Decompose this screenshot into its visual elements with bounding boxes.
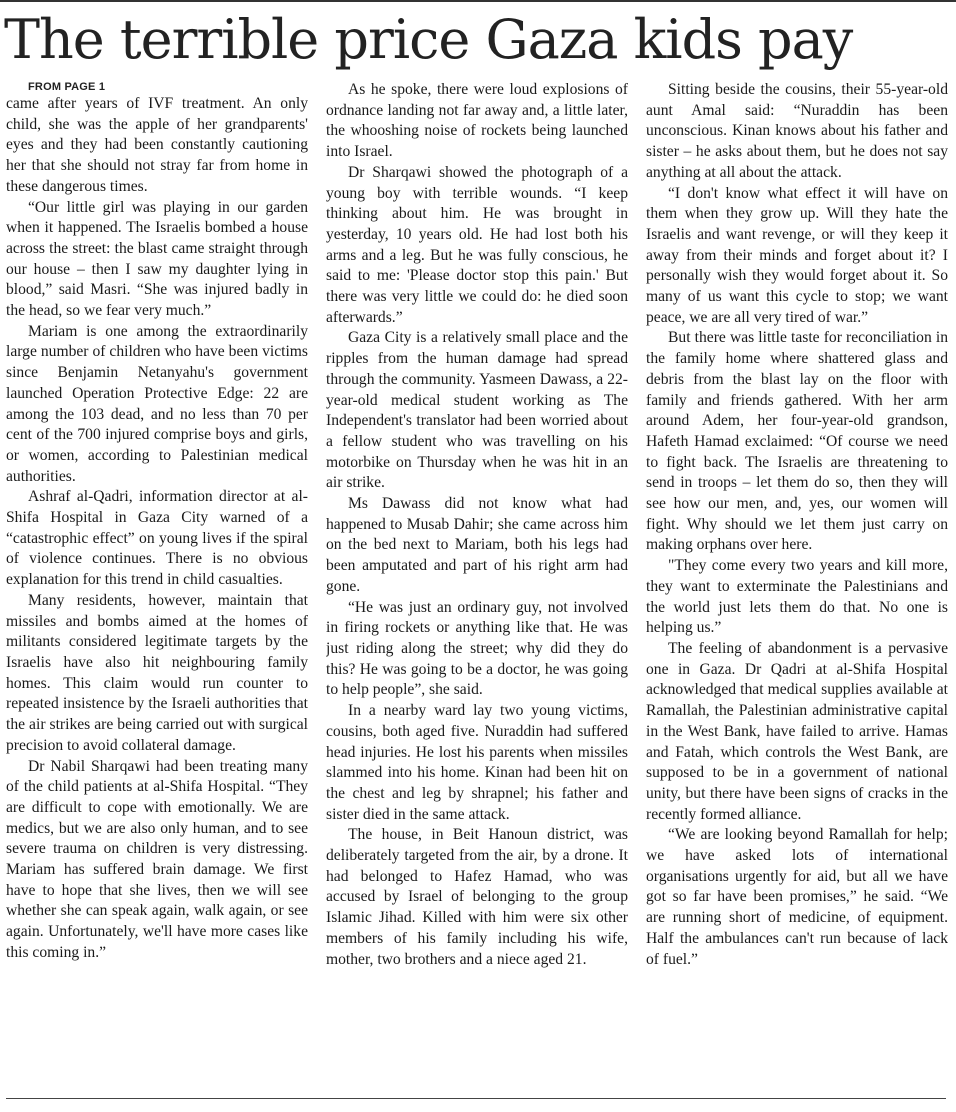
column-1	[6, 80, 308, 1088]
top-rule	[0, 0, 956, 2]
paragraph: Sitting beside the cousins, their 55-year-old aunt Amal said: “Nuraddin has been unconscious. Kinan knows about his father and sister – he asks about them, but he does not say anything at all about the attack.	[646, 81, 948, 181]
paragraph: Ashraf al-Qadri, information director at al-Shifa Hospital in Gaza City warned of a “catastrophic effect” on young lives if the spiral of violence continues. There is no obvious explanation for this trend in child casualties.	[6, 488, 308, 589]
column-2	[326, 80, 628, 1088]
paragraph: “I don't know what effect it will have on them when they grow up. Will they hate the Israelis and want revenge, or will they keep it away from their minds and forget about it? I personally wish they would forget about it. So many of us want this cycle to stop; we want peace, we are all very tired of war.”	[646, 184, 948, 326]
paragraph: Mariam is one among the extraordinarily large number of children who have been victims since Benjamin Netanyahu's government launched Operation Protective Edge: 22 are among the 103 dead, and no less than 70 per cent of the 700 injured comprise boys and girls, or women, according to Palestinian medical authorities.	[6, 322, 308, 485]
paragraph: Dr Nabil Sharqawi had been treating many of the child patients at al-Shifa Hospital. “They are difficult to cope with emotionally. We are medics, but we are also only human, and to see severe trauma on children is very distressing. Mariam has suffered brain damage. We first have to hope that she lives, then we will see whether she can speak again, walk again, or see again. Unfortunately, we'll have more cases like this coming in.”	[6, 757, 308, 961]
paragraph: “He was just an ordinary guy, not involved in firing rockets or anything like that. He was just riding along the street; why did they do this? He was going to be a doctor, he was going to help people”, she said.	[326, 598, 628, 699]
paragraph: “Our little girl was playing in our garden when it happened. The Israelis bombed a house across the street: the blast came straight through our house – then I saw my daughter lying in blood,” said Masri. “She was injured badly in the head, so we fear very much.”	[6, 198, 308, 320]
paragraph: In a nearby ward lay two young victims, cousins, both aged five. Nuraddin had suffered head injuries. He lost his parents when missiles slammed into his home. Kinan had been hit on the chest and leg by shrapnel; his father and sister died in the same attack.	[326, 702, 628, 823]
paragraph: Many residents, however, maintain that missiles and bombs aimed at the homes of militants considered legitimate targets by the Israelis have also hit neighbouring family homes. This claim would run counter to repeated insistence by the Israeli authorities that the air strikes are being carried out with surgical precision to avoid collateral damage.	[6, 591, 308, 754]
paragraph: "They come every two years and kill more, they want to exterminate the Palestinians and the world just lets them do that. No one is helping us.”	[646, 557, 948, 637]
paragraph: As he spoke, there were loud explosions of ordnance landing not far away and, a little later, the whooshing noise of rockets being launched into Israel.	[326, 81, 628, 161]
paragraph: The house, in Beit Hanoun district, was deliberately targeted from the air, by a drone. It had belonged to Hafez Hamad, who was accused by Israel of belonging to the group Islamic Jihad. Killed with him were six other members of his family including his wife, mother, two brothers and a niece aged 21.	[326, 826, 628, 968]
paragraph: Ms Dawass did not know what had happened to Musab Dahir; she came across him on the bed next to Mariam, both his legs had been amputated and part of his right arm had gone.	[326, 495, 628, 595]
paragraph: came after years of IVF treatment. An only child, she was the apple of her grandparents' eyes and they had been constantly cautioning her that she should not stray far from home in these dangerous times.	[6, 95, 308, 195]
paragraph: “We are looking beyond Ramallah for help; we have asked lots of international organisations urgently for aid, but all we have got so far have been promises,” he said. “We are running short of medicine, of equipment. Half the ambulances can't run because of lack of fuel.”	[646, 826, 948, 968]
kicker-from-page-1: FROM PAGE 1	[28, 81, 106, 93]
column-3	[646, 80, 948, 1088]
paragraph: But there was little taste for reconciliation in the family home where shattered glass and debris from the blast lay on the floor with family and friends gathered. With her arm around Adem, her four-year-old grandson, Hafeth Hamad exclaimed: “Of course we need to fight back. The Israelis are threatening to send in troops – let them do so, then they will see how our men, and, yes, our women will fight. Why should we let them just carry on making orphans over here.	[646, 329, 948, 554]
headline: The terrible price Gaza kids pay	[4, 8, 853, 71]
paragraph: The feeling of abandonment is a pervasive one in Gaza. Dr Qadri at al-Shifa Hospital acknowledged that medical supplies available at Ramallah, the Palestinian administrative capital in the West Bank, have failed to arrive. Hamas and Fatah, which controls the West Bank, are supposed to be in a government of national unity, but there have been signs of cracks in the recently formed alliance.	[646, 639, 948, 823]
bottom-rule	[6, 1098, 946, 1099]
paragraph: Gaza City is a relatively small place and the ripples from the human damage had spread through the community. Yasmeen Dawass, a 22-year-old medical student working as The Independent's translator had been worried about a fellow student who was travelling on his motorbike on Thursday when he was hit in an air strike.	[326, 329, 628, 492]
paragraph: Dr Sharqawi showed the photograph of a young boy with terrible wounds. “I keep thinking about him. He was brought in yesterday, 10 years old. He had lost both his arms and a leg. But he was fully conscious, he said to me: 'Please doctor stop this pain.' But there was very little we could do: he died soon afterwards.”	[326, 163, 628, 326]
